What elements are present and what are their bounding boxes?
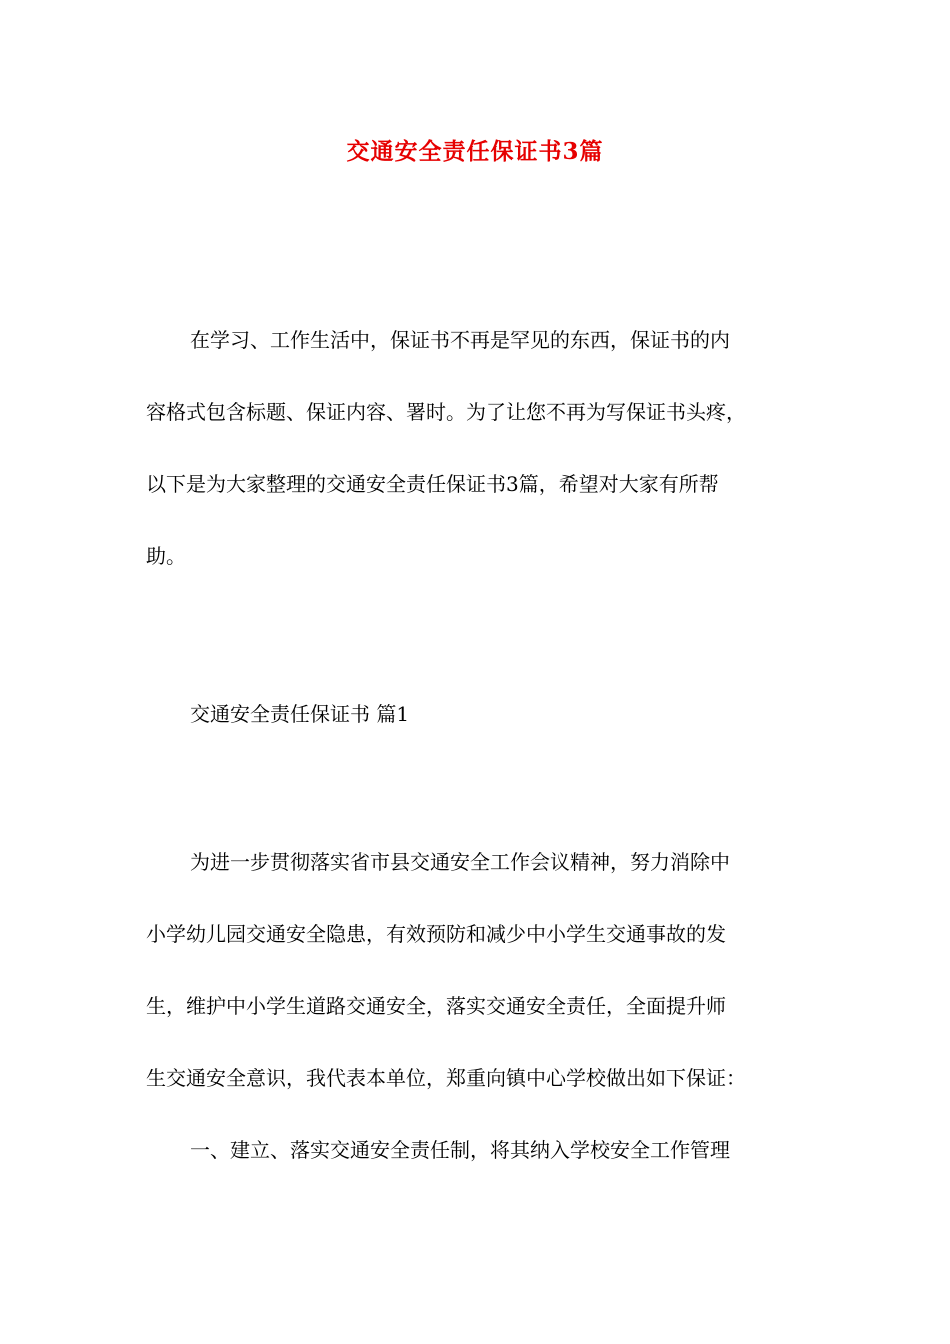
intro-line-3: 以下是为大家整理的交通安全责任保证书3篇，希望对大家有所帮 (146, 472, 719, 496)
intro-paragraph (146, 320, 811, 608)
section1-line-1: 为进一步贯彻落实省市县交通安全工作会议精神，努力消除中 (190, 850, 730, 874)
section1-line-2: 小学幼儿园交通安全隐患，有效预防和减少中小学生交通事故的发 (146, 922, 726, 946)
intro-line-4: 助。 (146, 544, 186, 568)
section1-line-4: 生交通安全意识，我代表本单位，郑重向镇中心学校做出如下保证： (146, 1066, 746, 1090)
section1-item1-line: 一、建立、落实交通安全责任制，将其纳入学校安全工作管理 (190, 1138, 730, 1162)
section1-line-3: 生，维护中小学生道路交通安全，落实交通安全责任，全面提升师 (146, 994, 726, 1018)
intro-line-2: 容格式包含标题、保证内容、署时。为了让您不再为写保证书头疼， (146, 400, 746, 424)
intro-line-1: 在学习、工作生活中，保证书不再是罕见的东西，保证书的内 (190, 328, 730, 352)
section1-paragraph (146, 842, 811, 1202)
document-title: 交通安全责任保证书3篇 (346, 138, 604, 165)
section1-heading: 交通安全责任保证书 篇1 (190, 702, 410, 726)
